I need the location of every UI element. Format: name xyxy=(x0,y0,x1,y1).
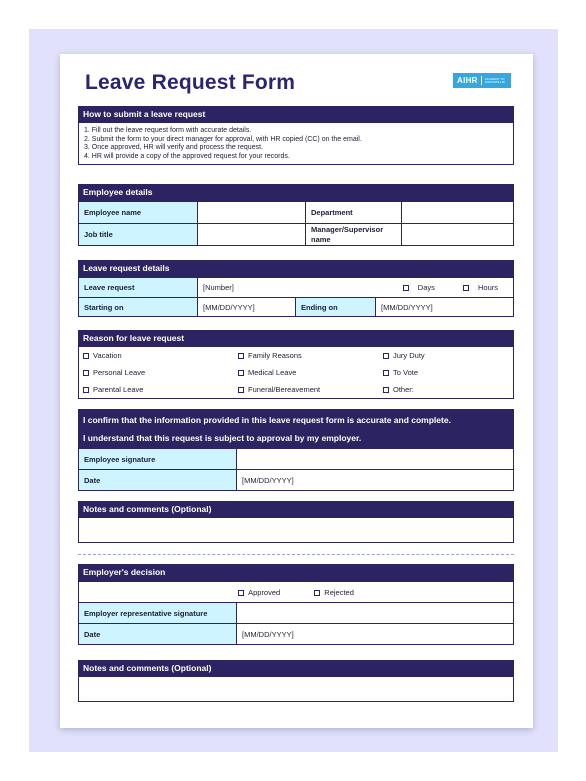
manager-label: Manager/Supervisor name xyxy=(306,224,402,246)
step-item: 4. HR will provide a copy of the approved request for your records. xyxy=(84,152,290,160)
step-item: 2. Submit the form to your direct manager for approval, with HR copied (CC) on the email. xyxy=(84,135,362,143)
employee-header: Employee details xyxy=(78,184,514,201)
reason-option[interactable] xyxy=(234,347,379,364)
days-label: Days xyxy=(417,283,435,292)
reason-label: Vacation xyxy=(93,351,122,360)
reason-label: Jury Duty xyxy=(393,351,425,360)
step-item: 1. Fill out the leave request form with accurate details. xyxy=(84,127,252,134)
employer-date-label: Date xyxy=(79,624,237,645)
reason-label: Funeral/Bereavement xyxy=(248,385,321,394)
employer-signature-field[interactable] xyxy=(237,603,514,624)
reason-option[interactable] xyxy=(379,347,513,364)
leave-section xyxy=(78,260,514,317)
checkbox-icon[interactable] xyxy=(83,387,89,393)
confirm-line: I understand that this request is subject to approval by my employer. xyxy=(83,433,362,443)
rejected-checkbox[interactable] xyxy=(314,590,320,596)
how-to-steps xyxy=(78,123,514,165)
logo-text: AIHR xyxy=(457,76,478,85)
reason-option[interactable] xyxy=(379,381,513,398)
ending-on-label: Ending on xyxy=(296,298,376,317)
employer-notes-header: Notes and comments (Optional) xyxy=(78,660,514,677)
reason-option[interactable] xyxy=(79,381,234,398)
logo-tagline: ACADEMY TO INNOVATE HR xyxy=(484,76,505,84)
reason-option[interactable] xyxy=(79,364,234,381)
checkbox-icon[interactable] xyxy=(238,370,244,376)
checkbox-icon[interactable] xyxy=(238,353,244,359)
checkbox-icon[interactable] xyxy=(83,370,89,376)
job-title-label: Job title xyxy=(79,224,198,246)
reason-label: Other: xyxy=(393,385,414,394)
reason-header: Reason for leave request xyxy=(78,330,514,347)
how-to-section xyxy=(78,106,514,165)
employer-notes-section xyxy=(78,660,514,702)
logo-divider xyxy=(481,76,482,85)
unit-options xyxy=(403,283,498,292)
leave-table xyxy=(78,277,514,317)
starting-on-label: Starting on xyxy=(79,298,198,317)
employee-signature-label: Employee signature xyxy=(79,449,237,470)
confirmation-statement xyxy=(78,409,514,448)
approved-label: Approved xyxy=(248,587,281,597)
days-checkbox[interactable] xyxy=(403,285,409,291)
notes-header: Notes and comments (Optional) xyxy=(78,501,514,518)
starting-on-field[interactable]: [MM/DD/YYYY] xyxy=(198,298,296,317)
department-label: Department xyxy=(306,202,402,224)
employer-notes-field[interactable] xyxy=(78,677,514,702)
step-item: 3. Once approved, HR will verify and process the request. xyxy=(84,144,263,152)
employee-section xyxy=(78,184,514,246)
employee-table xyxy=(78,201,514,246)
checkbox-icon[interactable] xyxy=(83,353,89,359)
how-to-header: How to submit a leave request xyxy=(78,106,514,123)
rejected-label: Rejected xyxy=(324,587,354,597)
checkbox-icon[interactable] xyxy=(383,387,389,393)
reason-option[interactable] xyxy=(379,364,513,381)
notes-field[interactable] xyxy=(78,518,514,543)
decision-row xyxy=(79,582,514,603)
checkbox-icon[interactable] xyxy=(383,370,389,376)
notes-section xyxy=(78,501,514,543)
reason-label: Medical Leave xyxy=(248,368,297,377)
page-title: Leave Request Form xyxy=(85,71,296,94)
aihr-logo xyxy=(453,73,511,88)
confirmation-section xyxy=(78,409,514,491)
hours-label: Hours xyxy=(477,283,498,292)
employee-name-field[interactable] xyxy=(198,202,306,224)
leave-request-label: Leave request xyxy=(79,278,198,298)
date-label: Date xyxy=(79,470,237,491)
employer-table xyxy=(78,581,514,645)
reason-label: Parental Leave xyxy=(93,385,144,394)
hours-checkbox[interactable] xyxy=(463,285,469,291)
employer-section xyxy=(78,564,514,645)
reason-option[interactable] xyxy=(234,381,379,398)
employee-name-label: Employee name xyxy=(79,202,198,224)
employer-date-field[interactable]: [MM/DD/YYYY] xyxy=(237,624,514,645)
checkbox-icon[interactable] xyxy=(383,353,389,359)
employer-header: Employer's decision xyxy=(78,564,514,581)
form-sheet xyxy=(60,54,533,728)
date-field[interactable]: [MM/DD/YYYY] xyxy=(237,470,514,491)
manager-field[interactable] xyxy=(402,224,514,246)
department-field[interactable] xyxy=(402,202,514,224)
job-title-field[interactable] xyxy=(198,224,306,246)
employee-signature-field[interactable] xyxy=(237,449,514,470)
reason-option[interactable] xyxy=(79,347,234,364)
divider xyxy=(78,554,514,555)
reason-option[interactable] xyxy=(234,364,379,381)
reason-label: Family Reasons xyxy=(248,351,302,360)
signature-table xyxy=(78,448,514,491)
reason-label: To Vote xyxy=(393,368,419,377)
leave-header: Leave request details xyxy=(78,260,514,277)
reason-label: Personal Leave xyxy=(93,368,146,377)
reason-section xyxy=(78,330,514,399)
confirm-line: I confirm that the information provided in this leave request form is accurate and complete. xyxy=(83,415,451,425)
ending-on-field[interactable]: [MM/DD/YYYY] xyxy=(376,298,514,317)
leave-request-number-field[interactable]: [Number] xyxy=(203,283,234,292)
reason-options xyxy=(78,347,514,399)
leave-request-row xyxy=(198,278,514,298)
employer-signature-label: Employer representative signature xyxy=(79,603,237,624)
checkbox-icon[interactable] xyxy=(238,387,244,393)
approved-checkbox[interactable] xyxy=(238,590,244,596)
